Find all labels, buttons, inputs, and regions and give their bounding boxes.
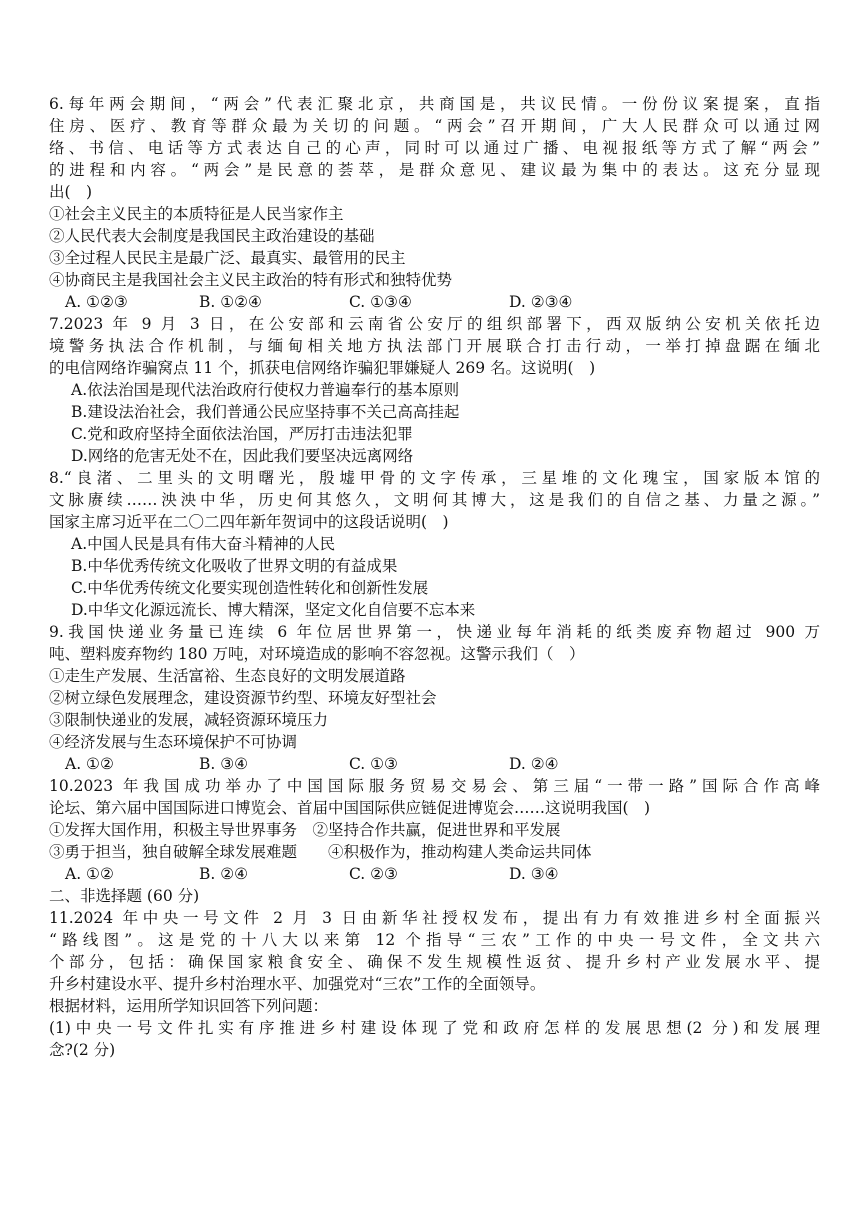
question-stem-line: 文脉赓续……泱泱中华，历史何其悠久，文明何其博大，这是我们的自信之基、力量之源。” — [49, 491, 820, 509]
option-a: A. ①②③ — [65, 293, 128, 311]
option-a: A. ①② — [65, 755, 114, 773]
statement-item: ④经济发展与生态环境保护不可协调 — [49, 733, 298, 751]
statement-item: ①社会主义民主的本质特征是人民当家作主 — [49, 205, 344, 223]
option-b: B. ③④ — [199, 755, 249, 773]
question-11 — [49, 907, 820, 1061]
statement-item: ②树立绿色发展理念，建设资源节约型、环境友好型社会 — [49, 689, 437, 707]
question-stem-line: 10.2023 年我国成功举办了中国国际服务贸易交易会、第三届“一带一路”国际合作高峰 — [49, 777, 820, 795]
option-c: C. ①③ — [349, 755, 398, 773]
option-d: D.中华文化源远流长、博大精深，坚定文化自信要不忘本来 — [71, 601, 476, 619]
question-stem-line: 个部分，包括：确保国家粮食安全、确保不发生规模性返贫、提升乡村产业发展水平、提 — [49, 953, 820, 971]
option-d: D.网络的危害无处不在，因此我们要坚决远离网络 — [71, 447, 414, 465]
option-b: B. ②④ — [199, 865, 249, 883]
sub-question-line: 念?(2 分) — [49, 1041, 116, 1059]
question-stem-line: 11.2024 年中央一号文件 2 月 3 日由新华社授权发布，提出有力有效推进乡村全面振兴 — [49, 909, 820, 927]
question-10 — [49, 775, 820, 885]
answer-options — [49, 863, 820, 885]
option-a: A. ①② — [65, 865, 114, 883]
question-stem-line: 8.“良渚、二里头的文明曙光，殷墟甲骨的文字传承，三星堆的文化瑰宝，国家版本馆的 — [49, 469, 820, 487]
question-stem-line: 吨、塑料废弃物约 180 万吨，对环境造成的影响不容忽视。这警示我们（ ） — [49, 645, 585, 663]
question-stem-line: 国家主席习近平在二〇二四年新年贺词中的这段话说明( ) — [49, 513, 449, 531]
question-stem-line: 境警务执法合作机制，与缅甸相关地方执法部门开展联合打击行动，一举打掉盘踞在缅北 — [49, 337, 820, 355]
statement-item: ④协商民主是我国社会主义民主政治的特有形式和独特优势 — [49, 271, 453, 289]
question-8 — [49, 467, 820, 621]
option-b: B.中华优秀传统文化吸收了世界文明的有益成果 — [71, 557, 398, 575]
question-stem-line: 7.2023 年 9 月 3 日，在公安部和云南省公安厅的组织部署下，西双版纳公安机关依托边 — [49, 315, 820, 333]
statement-item: ③全过程人民民主是最广泛、最真实、最管用的民主 — [49, 249, 406, 267]
question-6 — [49, 93, 820, 313]
option-a: A.依法治国是现代法治政府行使权力普遍奉行的基本原则 — [71, 381, 460, 399]
option-c: C. ①③④ — [349, 293, 412, 311]
question-prompt: 根据材料，运用所学知识回答下列问题： — [49, 997, 329, 1015]
option-b: B. ①②④ — [199, 293, 262, 311]
question-9 — [49, 621, 820, 775]
section-heading: 二、非选择题 (60 分) — [49, 887, 200, 905]
option-a: A.中国人民是具有伟大奋斗精神的人民 — [71, 535, 336, 553]
option-d: D. ③④ — [509, 865, 559, 883]
answer-options — [49, 291, 820, 313]
question-stem-line: 升乡村建设水平、提升乡村治理水平、加强党对“三农”工作的全面领导。 — [49, 975, 546, 993]
statement-item: ①发挥大国作用，积极主导世界事务 ②坚持合作共赢，促进世界和平发展 — [49, 821, 561, 839]
option-d: D. ②③④ — [509, 293, 573, 311]
option-c: C.党和政府坚持全面依法治国，严厉打击违法犯罪 — [71, 425, 413, 443]
question-stem-line: 9.我国快递业务量已连续 6 年位居世界第一，快递业每年消耗的纸类废弃物超过 900 万 — [49, 623, 820, 641]
option-c: C. ②③ — [349, 865, 398, 883]
question-stem-line: 的进程和内容。“两会”是民意的荟萃，是群众意见、建议最为集中的表达。这充分显现 — [49, 161, 820, 179]
question-stem-line: 住房、医疗、教育等群众最为关切的问题。“两会”召开期间，广大人民群众可以通过网 — [49, 117, 820, 135]
question-stem-line: 络、书信、电话等方式表达自己的心声，同时可以通过广播、电视报纸等方式了解“两会” — [49, 139, 820, 157]
option-d: D. ②④ — [509, 755, 559, 773]
question-stem-line: 的电信网络诈骗窝点 11 个，抓获电信网络诈骗犯罪嫌疑人 269 名。这说明( ) — [49, 359, 596, 377]
statement-item: ③限制快递业的发展，减轻资源环境压力 — [49, 711, 329, 729]
sub-question-line: (1)中央一号文件扎实有序推进乡村建设体现了党和政府怎样的发展思想(2 分)和发展理 — [49, 1019, 820, 1037]
question-stem-line: 论坛、第六届中国国际进口博览会、首届中国国际供应链促进博览会……这说明我国( ) — [49, 799, 651, 817]
statement-item: ③勇于担当，独自破解全球发展难题 ④积极作为，推动构建人类命运共同体 — [49, 843, 592, 861]
statement-item: ②人民代表大会制度是我国民主政治建设的基础 — [49, 227, 375, 245]
question-stem-line: 出( ) — [49, 183, 93, 201]
option-b: B.建设法治社会，我们普通公民应坚持事不关己高高挂起 — [71, 403, 460, 421]
statement-item: ①走生产发展、生活富裕、生态良好的文明发展道路 — [49, 667, 406, 685]
question-7 — [49, 313, 820, 467]
option-c: C.中华优秀传统文化要实现创造性转化和创新性发展 — [71, 579, 429, 597]
answer-options — [49, 753, 820, 775]
question-stem-line: “路线图”。这是党的十八大以来第 12 个指导“三农”工作的中央一号文件，全文共六 — [49, 931, 820, 949]
question-stem-line: 6.每年两会期间，“两会”代表汇聚北京，共商国是，共议民情。一份份议案提案，直指 — [49, 95, 820, 113]
